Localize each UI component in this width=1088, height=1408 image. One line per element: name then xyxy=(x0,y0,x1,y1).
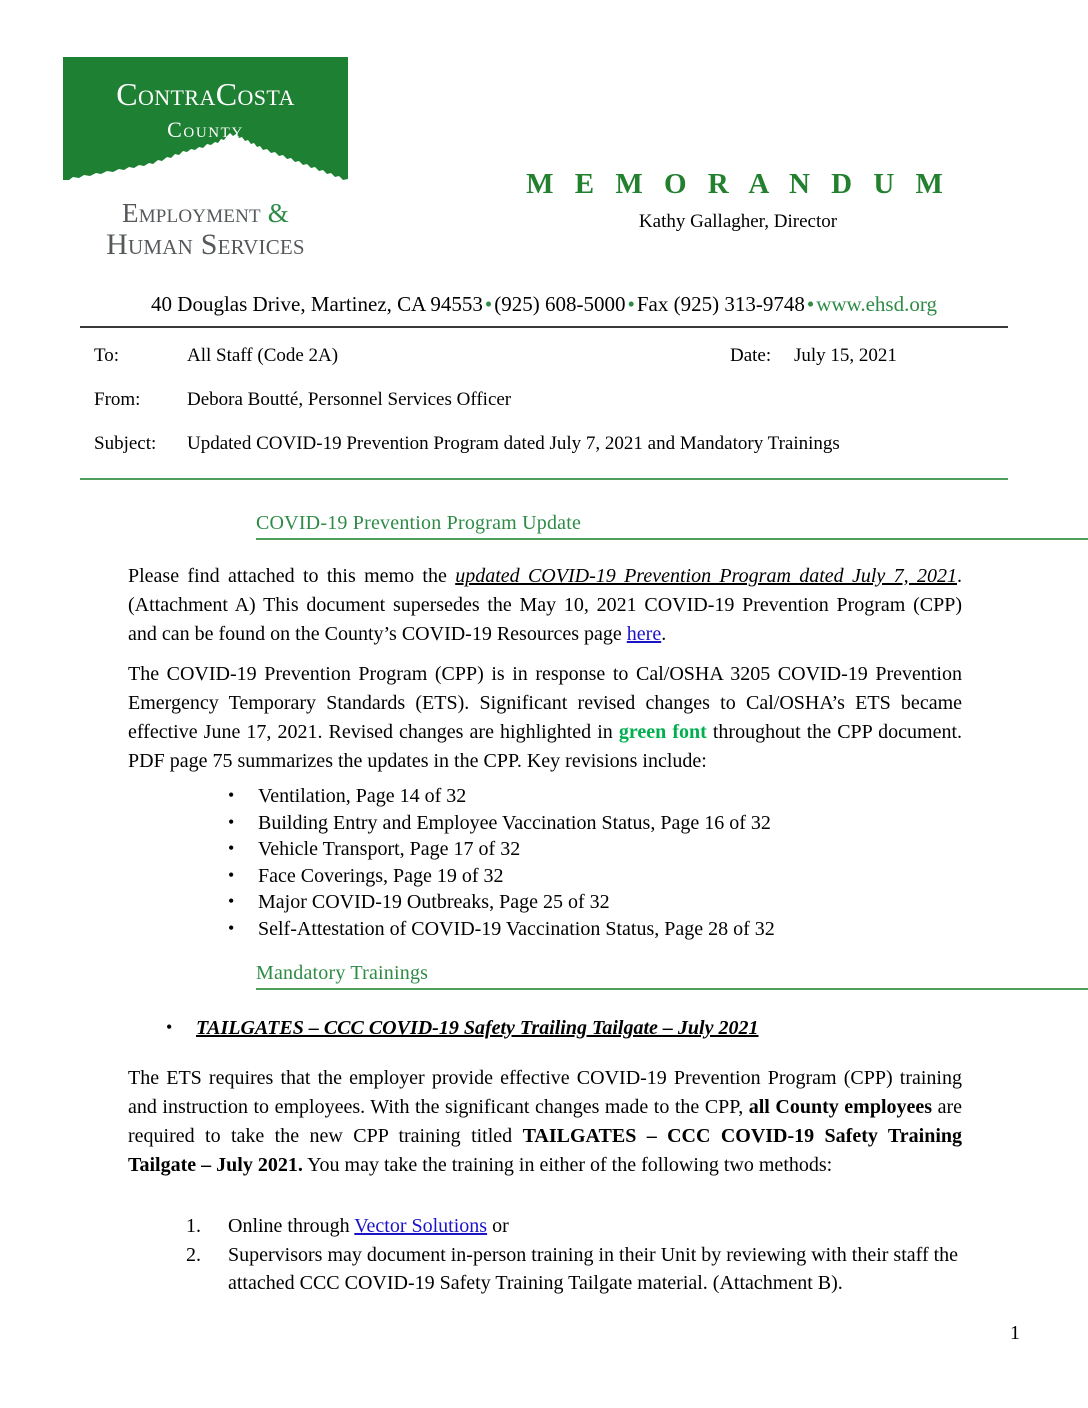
address-separator-2: • xyxy=(627,292,635,316)
link-vector-solutions[interactable]: Vector Solutions xyxy=(354,1215,488,1237)
meta-row-to xyxy=(94,345,1008,389)
training-methods-list xyxy=(186,1212,976,1297)
tailgate-title: TAILGATES – CCC COVID-19 Safety Trailing Tailgate – July 2021 xyxy=(196,1017,759,1039)
date-label: Date: xyxy=(730,345,772,366)
paragraph-attachment-a-wrap xyxy=(128,562,962,649)
paragraph-ets-overview xyxy=(128,660,962,776)
director-name: Kathy Gallagher, Director xyxy=(638,211,838,232)
paragraph-attachment-a xyxy=(128,562,962,649)
paragraph-ets-training-wrap xyxy=(128,1064,962,1180)
section-heading-cpp-update-label: COVID-19 Prevention Program Update xyxy=(256,512,582,534)
meta-row-subject xyxy=(94,433,1008,477)
tailgate-bullet-wrap xyxy=(160,1015,980,1042)
address-phone: (925) 608-5000 xyxy=(494,292,626,316)
logo-ampersand: & xyxy=(267,198,289,228)
mt-para-bold-training-title: TAILGATES – CCC COVID-19 Safety Training Tailgate – July 2021. xyxy=(128,1125,963,1176)
mt-para-bold-all-county: all County employees xyxy=(748,1096,933,1118)
para2-part2: throughout the CPP document. PDF page 75 summarizes the updates in the CPP. Key revisions include: xyxy=(128,721,963,772)
list-item xyxy=(186,1212,976,1240)
para2-green-font-highlight: green font xyxy=(618,721,707,743)
key-revisions-list xyxy=(222,783,982,942)
memo-meta-block xyxy=(94,345,1008,477)
logo-county-name: ContraCosta xyxy=(116,76,295,112)
meta-divider-green xyxy=(80,478,1008,480)
from-value: Debora Boutté, Personnel Services Officer xyxy=(187,389,512,410)
section-heading-cpp-update xyxy=(256,512,1088,540)
section-heading-mandatory-trainings xyxy=(256,962,1088,990)
to-value: All Staff (Code 2A) xyxy=(187,345,339,366)
list-item: • Ventilation, Page 14 of 32 xyxy=(222,783,982,810)
list-item: • Building Entry and Employee Vaccination Status, Page 16 of 32 xyxy=(222,810,982,837)
logo-county-word: County xyxy=(167,117,244,142)
letterhead xyxy=(0,0,1088,290)
date-value: July 15, 2021 xyxy=(794,345,897,366)
paragraph-ets-training xyxy=(128,1064,962,1180)
list-item: • Self-Attestation of COVID-19 Vaccination Status, Page 28 of 32 xyxy=(222,916,982,943)
list-item xyxy=(160,1015,980,1042)
address-website[interactable]: www.ehsd.org xyxy=(816,292,937,316)
para1-part3: . xyxy=(661,623,667,645)
subject-label: Subject: xyxy=(94,433,157,454)
meta-row-from xyxy=(94,389,1008,433)
para1-part1: Please find attached to this memo the xyxy=(128,565,456,587)
address-separator-1: • xyxy=(484,292,493,316)
list-item xyxy=(186,1241,976,1297)
header-divider-dark xyxy=(80,326,1008,328)
logo-department-name xyxy=(63,198,348,261)
list-item: • Vehicle Transport, Page 17 of 32 xyxy=(222,836,982,863)
list-number: 2. xyxy=(186,1244,201,1266)
memorandum-title: M E M O R A N D U M xyxy=(526,168,950,200)
logo-dept-line-2: Human Services xyxy=(106,228,305,261)
mt-para-part3: You may take the training in either of the following two methods: xyxy=(302,1154,833,1176)
address-separator-3: • xyxy=(806,292,815,316)
address-contact-line xyxy=(80,292,1008,317)
mount-diablo-silhouette-icon xyxy=(63,130,348,191)
para2-part1: The COVID-19 Prevention Program (CPP) is in response to Cal/OSHA 3205 COVID-19 Prevention Emergency Temporary Standards (ETS). Significant revised changes to Cal/OSHA’s ETS became effective June 17, 2021. Revised changes are highlighted in xyxy=(128,663,962,743)
logo-green-panel xyxy=(63,57,348,191)
tailgate-bullet-list xyxy=(160,1015,980,1042)
logo-dept-employment: Employment xyxy=(122,198,268,228)
key-revisions-list-wrap xyxy=(222,783,982,942)
list-number: 1. xyxy=(186,1215,201,1237)
section-heading-mandatory-trainings-wrap xyxy=(128,962,960,990)
training-methods-list-wrap xyxy=(186,1212,976,1298)
section-heading-mandatory-trainings-label: Mandatory Trainings xyxy=(256,962,429,984)
para1-part2: . (Attachment A) This document supersedes the May 10, 2021 COVID-19 Prevention Program (CPP) and can be found on the County’s COVID-19 Resources page xyxy=(128,565,962,645)
subject-value: Updated COVID-19 Prevention Program dated July 7, 2021 and Mandatory Trainings xyxy=(187,433,840,454)
paragraph-ets-overview-wrap xyxy=(128,660,962,776)
section-heading-cpp-update-wrap xyxy=(128,512,960,540)
method-1-part2: or xyxy=(487,1215,509,1237)
method-2-text: Supervisors may document in-person training in their Unit by reviewing with their staff the attached CCC COVID-19 Safety Training Tailgate material. (Attachment B). xyxy=(228,1244,959,1294)
address-fax: Fax (925) 313-9748 xyxy=(636,292,805,316)
list-item: • Face Coverings, Page 19 of 32 xyxy=(222,863,982,890)
list-item: • Major COVID-19 Outbreaks, Page 25 of 32 xyxy=(222,889,982,916)
to-label: To: xyxy=(94,345,120,366)
method-1-part1: Online through xyxy=(228,1215,355,1237)
page-number: 1 xyxy=(1010,1322,1020,1344)
from-label: From: xyxy=(94,389,141,410)
address-street: 40 Douglas Drive, Martinez, CA 94553 xyxy=(151,292,483,316)
link-here[interactable]: here xyxy=(626,623,662,645)
mt-para-part1: The ETS requires that the employer provide effective COVID-19 Prevention Program (CPP) training and instruction to employees. With the significant changes made to the CPP, xyxy=(128,1067,962,1118)
agency-logo xyxy=(63,57,348,261)
para1-emphasis: updated COVID-19 Prevention Program dated July 7, 2021 xyxy=(455,565,957,587)
logo-dept-line-1 xyxy=(63,198,348,228)
mt-para-part2: are required to take the new CPP training titled xyxy=(128,1096,962,1147)
